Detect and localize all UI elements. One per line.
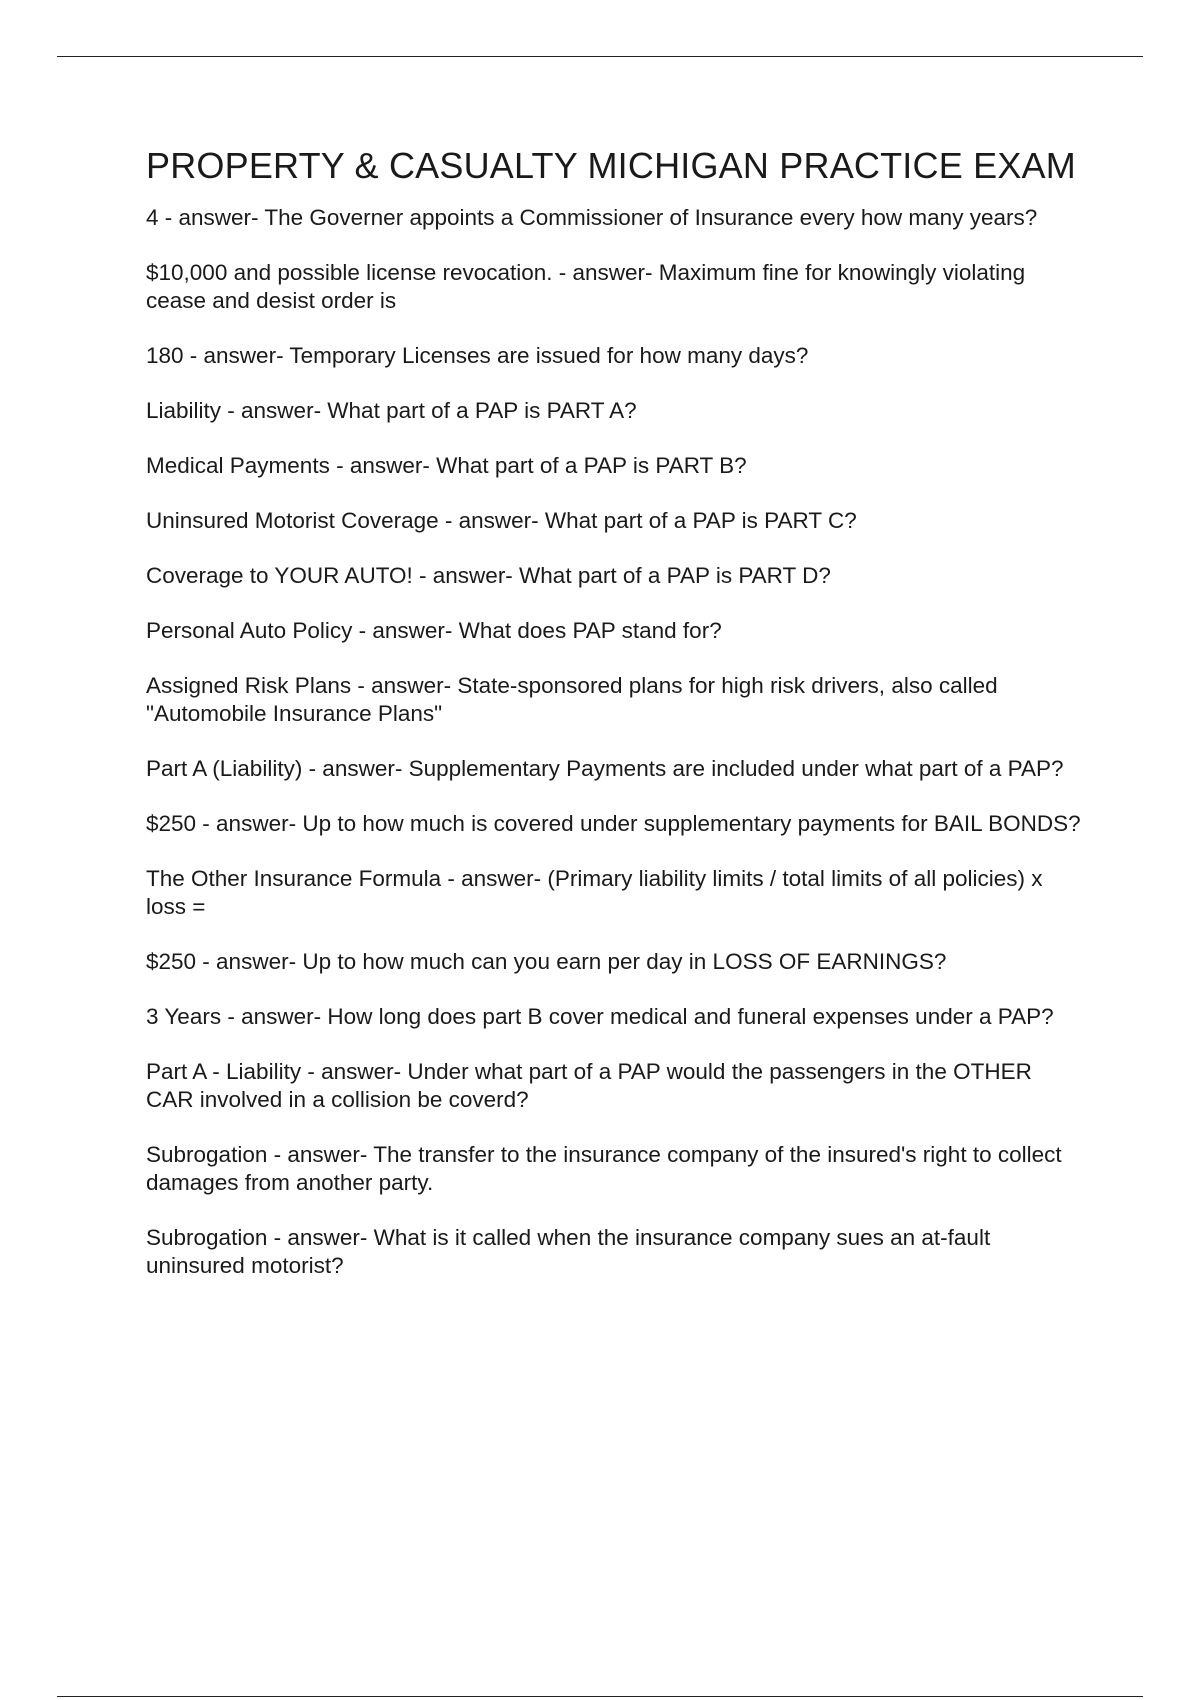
qa-item: Medical Payments - answer- What part of a PAP is PART B? [146, 453, 747, 478]
qa-item: Assigned Risk Plans - answer- State-sponsored plans for high risk drivers, also called "Automobile Insurance Plans" [146, 673, 998, 726]
header-rule [57, 56, 1143, 57]
qa-item: $10,000 and possible license revocation. - answer- Maximum fine for knowingly violating cease and desist order is [146, 260, 1026, 313]
qa-item: Personal Auto Policy - answer- What does PAP stand for? [146, 618, 722, 643]
qa-item: Subrogation - answer- The transfer to the insurance company of the insured's right to collect damages from another party. [146, 1142, 1062, 1195]
qa-item: 4 - answer- The Governer appoints a Commissioner of Insurance every how many years? [146, 205, 1038, 230]
page-content [146, 142, 1081, 1307]
qa-item: Part A (Liability) - answer- Supplementary Payments are included under what part of a PAP? [146, 756, 1064, 781]
qa-list [146, 204, 1081, 1280]
qa-item: Uninsured Motorist Coverage - answer- What part of a PAP is PART C? [146, 508, 857, 533]
qa-item: Subrogation - answer- What is it called when the insurance company sues an at-fault uninsured motorist? [146, 1225, 991, 1278]
qa-item: 180 - answer- Temporary Licenses are issued for how many days? [146, 343, 809, 368]
qa-item: $250 - answer- Up to how much is covered under supplementary payments for BAIL BONDS? [146, 811, 1081, 836]
qa-item: $250 - answer- Up to how much can you earn per day in LOSS OF EARNINGS? [146, 949, 947, 974]
qa-item: The Other Insurance Formula - answer- (Primary liability limits / total limits of all policies) x loss = [146, 866, 1043, 919]
qa-item: Part A - Liability - answer- Under what part of a PAP would the passengers in the OTHER CAR involved in a collision be coverd? [146, 1059, 1032, 1112]
qa-item: 3 Years - answer- How long does part B cover medical and funeral expenses under a PAP? [146, 1004, 1054, 1029]
footer-rule [57, 1696, 1143, 1697]
qa-item: Liability - answer- What part of a PAP is PART A? [146, 398, 637, 423]
document-title: PROPERTY & CASUALTY MICHIGAN PRACTICE EXAM [146, 145, 1076, 186]
qa-item: Coverage to YOUR AUTO! - answer- What part of a PAP is PART D? [146, 563, 831, 588]
